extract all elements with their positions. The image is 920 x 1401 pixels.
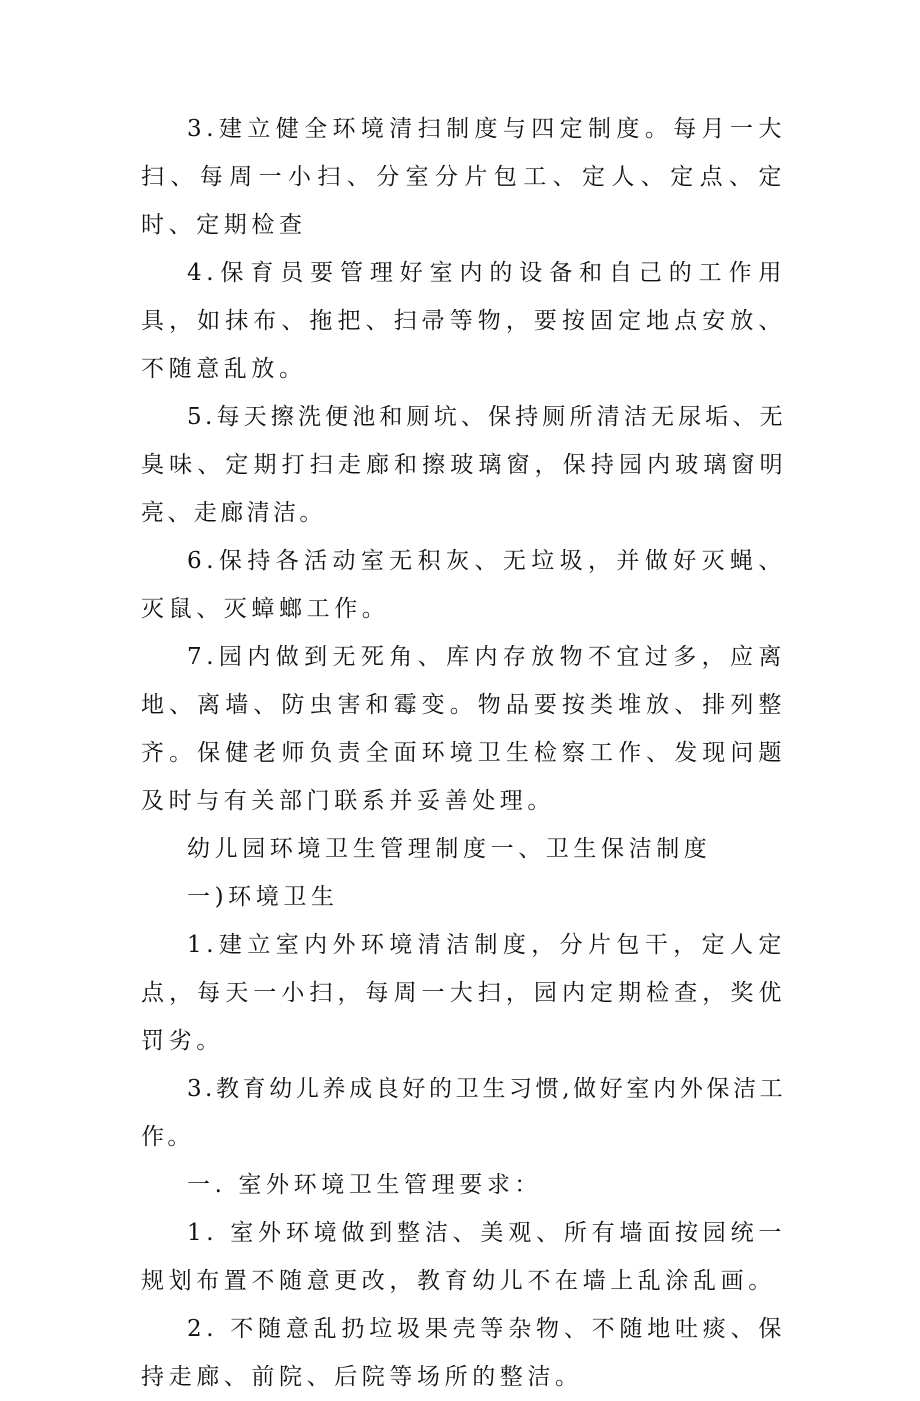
subheading-outdoor-requirements: 一. 室外环境卫生管理要求： <box>187 1172 543 1198</box>
paragraph-indoor-outdoor-cleaning: 1.建立室内外环境清洁制度，分片包干，定人定点，每天一小扫，每周一大扫，园内定期检查，奖优罚劣。 <box>141 932 786 1054</box>
paragraph-cleaning-system: 3.建立健全环境清扫制度与四定制度。每月一大扫、每周一小扫、分室分片包工、定人、定点、定时、定期检查 <box>141 116 786 238</box>
section-heading-hygiene-system: 幼儿园环境卫生管理制度一、卫生保洁制度 <box>187 836 712 862</box>
paragraph-activity-rooms: 6.保持各活动室无积灰、无垃圾，并做好灭蝇、灭鼠、灭蟑螂工作。 <box>141 548 786 622</box>
subheading-environment-hygiene: 一)环境卫生 <box>187 884 339 910</box>
document-body <box>141 105 786 1401</box>
paragraph-child-habits: 3.教育幼儿养成良好的卫生习惯,做好室内外保洁工作。 <box>141 1076 786 1150</box>
paragraph-no-littering: 2. 不随意乱扔垃圾果壳等杂物、不随地吐痰、保持走廊、前院、后院等场所的整洁。 <box>141 1316 786 1390</box>
paragraph-outdoor-tidiness: 1. 室外环境做到整洁、美观、所有墙面按园统一规划布置不随意更改，教育幼儿不在墙上乱涂乱画。 <box>141 1220 786 1294</box>
paragraph-toilet-cleaning: 5.每天擦洗便池和厕坑、保持厕所清洁无尿垢、无臭味、定期打扫走廊和擦玻璃窗，保持园内玻璃窗明亮、走廊清洁。 <box>141 404 786 526</box>
paragraph-storage-rules: 7.园内做到无死角、库内存放物不宜过多，应离地、离墙、防虫害和霉变。物品要按类堆放、排列整齐。保健老师负责全面环境卫生检察工作、发现问题及时与有关部门联系并妥善处理。 <box>141 644 786 814</box>
paragraph-caregiver-tools: 4.保育员要管理好室内的设备和自己的工作用具，如抹布、拖把、扫帚等物，要按固定地点安放、不随意乱放。 <box>141 260 786 382</box>
